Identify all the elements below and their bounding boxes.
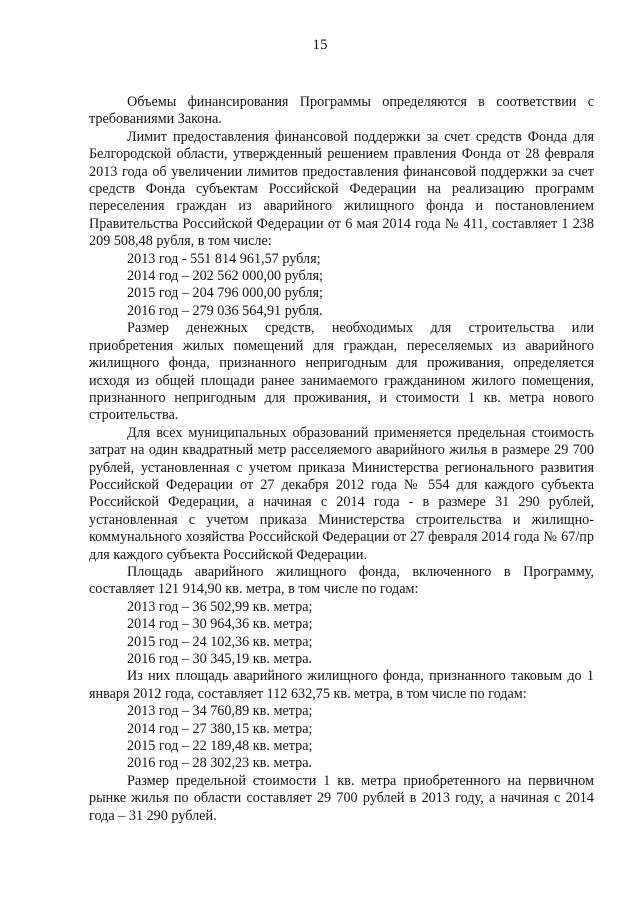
- list-item-limit-2016: 2016 год – 279 036 564,91 рубля.: [127, 302, 323, 319]
- page-number: 15: [312, 37, 328, 53]
- list-item-limit-2014: 2014 год – 202 562 000,00 рубля;: [127, 268, 323, 285]
- list-item-area-pre2012-2014: 2014 год – 27 380,15 кв. метра;: [127, 720, 313, 737]
- list-item-area-pre2012-2016: 2016 год – 28 302,23 кв. метра.: [127, 755, 313, 772]
- paragraph-funds-size: Размер денежных средств, необходимых для строительства или приобретения жилых помещений для граждан, переселяемых из аварийного жилищного фонда, признанного непригодным для проживания, определяется исходя из общей площади ранее занимаемого гражданином жилого помещения, признанного непригодным для проживания, и стоимости 1 кв. метра нового строительства.: [89, 320, 594, 424]
- list-item-area-pre2012-2013: 2013 год – 34 760,89 кв. метра;: [127, 703, 313, 720]
- paragraph-support-limit: Лимит предоставления финансовой поддержки за счет средств Фонда для Белгородской области, утвержденный решением правления Фонда от 28 февраля 2013 года об увеличении лимитов предоставления финансовой поддержки за счет средств Фонда субъектам Российской Федерации на реализацию программ переселения граждан из аварийного жилищного фонда и постановлением Правительства Российской Федерации от 6 мая 2014 года № 411, составляет 1 238 209 508,48 рубля, в том числе:: [89, 128, 594, 250]
- paragraph-emergency-area: Площадь аварийного жилищного фонда, включенного в Программу, составляет 121 914,90 кв. метра, в том числе по годам:: [89, 563, 594, 598]
- list-item-area-2014: 2014 год – 30 964,36 кв. метра;: [127, 616, 313, 633]
- paragraph-area-before-2012: Из них площадь аварийного жилищного фонда, признанного таковым до 1 января 2012 года, составляет 112 632,75 кв. метра, в том числе по годам:: [89, 668, 594, 702]
- paragraph-funding-volume: Объемы финансирования Программы определяются в соответствии с требованиями Закона.: [89, 94, 594, 128]
- list-item-area-pre2012-2015: 2015 год – 22 189,48 кв. метра;: [127, 738, 313, 755]
- list-item-area-2016: 2016 год – 30 345,19 кв. метра.: [127, 651, 313, 667]
- list-item-limit-2015: 2015 год – 204 796 000,00 рубля;: [127, 285, 323, 302]
- paragraph-cost-per-meter: Для всех муниципальных образований применяется предельная стоимость затрат на один квадратный метр расселяемого аварийного жилья в размере 29 700 рублей, установленная с учетом приказа Министерства регионального развития Российской Федерации от 27 декабря 2012 года № 554 для каждого субъекта Российской Федерации, а начиная с 2014 года - в размере 31 290 рублей, установленная с учетом приказа Министерства строительства и жилищно-коммунального хозяйства Российской Федерации от 27 февраля 2014 года № 67/пр для каждого субъекта Российской Федерации.: [89, 424, 594, 563]
- list-item-limit-2013: 2013 год - 551 814 961,57 рубля;: [127, 250, 321, 267]
- list-item-area-2013: 2013 год – 36 502,99 кв. метра;: [127, 598, 313, 615]
- document-body: [89, 94, 594, 825]
- list-item-area-2015: 2015 год – 24 102,36 кв. метра;: [127, 633, 313, 650]
- paragraph-max-cost-primary: Размер предельной стоимости 1 кв. метра приобретенного на первичном рынке жилья по области составляет 29 700 рублей в 2013 году, а начиная с 2014 года – 31 290 рублей.: [89, 772, 594, 824]
